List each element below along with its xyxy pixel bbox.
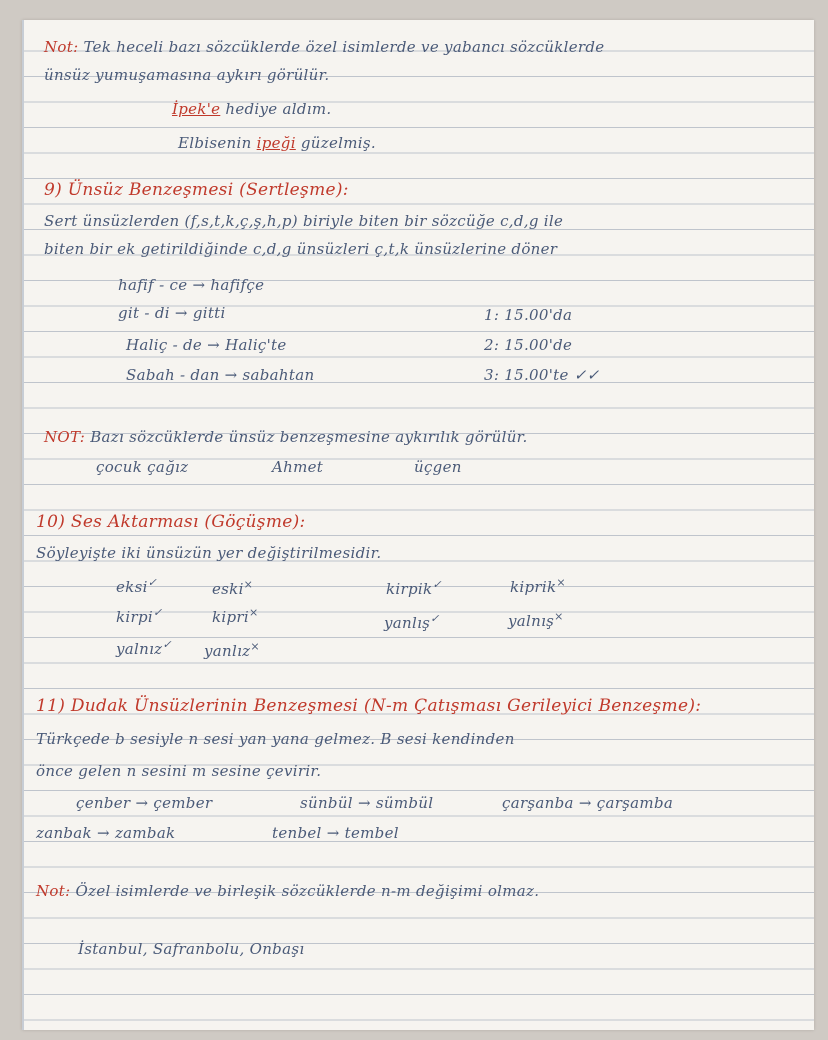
check-icon: ✓: [152, 606, 163, 619]
section11-example: zanbak → zambak: [36, 824, 176, 842]
note1-line1-text: Tek heceli bazı sözcüklerde özel isimlerde ve yabancı sözcüklerde: [83, 38, 605, 56]
word-wrong: kiprik: [510, 578, 557, 596]
section11-line1: Türkçede b sesiyle n sesi yan yana gelmez. B sesi kendinden: [36, 730, 515, 748]
section10-wrong: [212, 606, 259, 626]
section10-correct: [386, 578, 442, 598]
note3-prefix: Not:: [36, 882, 71, 900]
note1-prefix: Not:: [44, 38, 79, 56]
note1-ex1-word: İpek'e: [172, 100, 221, 118]
check-icon: ✓: [162, 638, 172, 651]
note1-line2: ünsüz yumuşamasına aykırı görülür.: [44, 66, 330, 84]
note2-line: [44, 428, 528, 446]
note1-ex2-word: ipeği: [256, 134, 296, 152]
check-icon: ✓: [430, 612, 440, 625]
word-wrong: yalnış: [508, 612, 555, 630]
note1-ex2-c: güzelmiş.: [300, 134, 376, 152]
cross-icon: ×: [243, 578, 254, 591]
note1-line1: [44, 38, 604, 56]
section11-example: sünbül → sümbül: [300, 794, 434, 812]
section11-example: tenbel → tembel: [272, 824, 399, 842]
check-icon: ✓: [432, 578, 442, 591]
note1-example1: [172, 100, 331, 118]
section10-wrong: [212, 578, 253, 598]
section10-wrong: [204, 640, 260, 660]
word-wrong: yanlız: [204, 642, 251, 660]
note1-example2: [178, 134, 376, 152]
section11-example: çenber → çember: [76, 794, 213, 812]
note1-ex2-a: Elbisenin: [178, 134, 252, 152]
section9-title: 9) Ünsüz Benzeşmesi (Sertleşme):: [44, 180, 349, 200]
section9-example: Haliç - de → Haliç'te: [126, 336, 287, 354]
word-correct: yanlış: [384, 614, 431, 632]
cross-icon: ×: [556, 576, 566, 589]
note3-line: [36, 882, 539, 900]
note2-prefix: NOT:: [44, 428, 86, 446]
section10-correct: [116, 576, 157, 596]
section9-time: 1: 15.00'da: [484, 306, 573, 324]
note2-text: Bazı sözcüklerde ünsüz benzeşmesine aykırılık görülür.: [90, 428, 528, 446]
cross-icon: ×: [554, 610, 564, 623]
word-wrong: kipri: [212, 608, 249, 626]
word-wrong: eski: [212, 580, 244, 598]
word-correct: eksi: [116, 578, 148, 596]
section11-line2: önce gelen n sesini m sesine çevirir.: [36, 762, 322, 780]
note2-example: Ahmet: [272, 458, 324, 476]
note2-example: çocuk çağız: [96, 458, 189, 476]
note3-examples: İstanbul, Safranbolu, Onbaşı: [78, 940, 305, 958]
check-icon: ✓✓: [573, 366, 600, 384]
section10-title: 10) Ses Aktarması (Göçüşme):: [36, 512, 306, 532]
section10-wrong: [510, 576, 566, 596]
section9-line1: Sert ünsüzlerden (f,s,t,k,ç,ş,h,p) biriyle biten bir sözcüğe c,d,g ile: [44, 212, 564, 230]
section11-title: 11) Dudak Ünsüzlerinin Benzeşmesi (N-m Çatışması Gerileyici Benzeşme):: [36, 696, 702, 716]
section10-line: Söyleyişte iki ünsüzün yer değiştirilmesidir.: [36, 544, 382, 562]
section9-time: 2: 15.00'de: [484, 336, 573, 354]
section9-time: [484, 366, 599, 384]
note3-text: Özel isimlerde ve birleşik sözcüklerde n-m değişimi olmaz.: [75, 882, 540, 900]
word-correct: yalnız: [116, 640, 163, 658]
section9-example: Sabah - dan → sabahtan: [126, 366, 315, 384]
word-correct: kirpi: [116, 608, 153, 626]
section9-time-text: 3: 15.00'te: [484, 366, 569, 384]
section11-example: çarşanba → çarşamba: [502, 794, 674, 812]
section9-example: hafif - ce → hafifçe: [118, 276, 265, 294]
section9-example: git - di → gitti: [118, 304, 226, 322]
note1-ex1-rest: hediye aldım.: [225, 100, 332, 118]
cross-icon: ×: [248, 606, 259, 619]
cross-icon: ×: [250, 640, 260, 653]
section9-line2: biten bir ek getirildiğinde c,d,g ünsüzleri ç,t,k ünsüzlerine döner: [44, 240, 558, 258]
word-correct: kirpik: [386, 580, 433, 598]
section10-correct: [384, 612, 440, 632]
section10-correct: [116, 606, 163, 626]
section10-correct: [116, 638, 172, 658]
section10-wrong: [508, 610, 564, 630]
note2-example: üçgen: [414, 458, 462, 476]
check-icon: ✓: [147, 576, 158, 589]
